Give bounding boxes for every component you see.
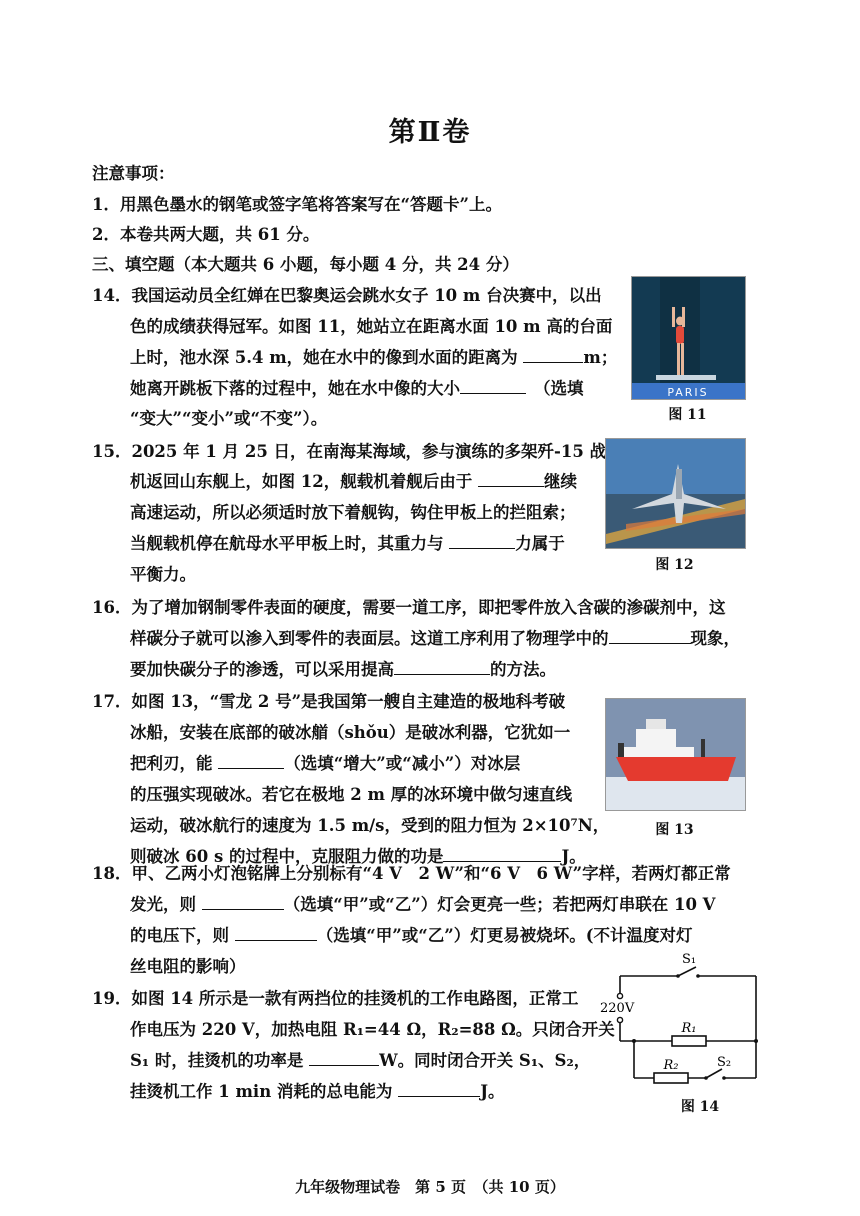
answer-blank[interactable] xyxy=(394,673,490,675)
answer-blank[interactable] xyxy=(478,485,544,487)
q17-line-1: 17．如图 13，“雪龙 2 号”是我国第一艘自主建造的极地科考破 xyxy=(92,692,566,711)
notes-heading: 注意事项： xyxy=(92,164,175,183)
q15-line-3: 高速运动，所以必须适时放下着舰钩，钩住甲板上的拦阻索； xyxy=(130,503,576,522)
answer-blank[interactable] xyxy=(202,908,284,910)
q18-line-4: 丝电阻的影响） xyxy=(130,957,246,976)
figure-12-caption: 图 12 xyxy=(655,557,694,573)
q17-line-4: 的压强实现破冰。若它在极地 2 m 厚的冰环境中做匀速直线 xyxy=(130,785,573,804)
answer-blank[interactable] xyxy=(398,1095,480,1097)
q18-line-2: 发光，则 （选填“甲”或“乙”）灯会更亮一些；若把两灯串联在 10 V xyxy=(130,895,716,914)
figure-11-diver-photo xyxy=(631,276,746,400)
q17-line-6: 则破冰 60 s 的过程中，克服阻力做的功是 J。 xyxy=(130,847,586,866)
answer-blank[interactable] xyxy=(609,642,691,644)
q17-line-5: 运动，破冰航行的速度为 1.5 m/s，受到的阻力恒为 2×10⁷N， xyxy=(130,816,610,835)
q16-line-1: 16．为了增加钢制零件表面的硬度，需要一道工序，即把零件放入含碳的渗碳剂中，这 xyxy=(92,598,726,617)
figure-13-icebreaker-photo xyxy=(605,698,746,811)
answer-blank[interactable] xyxy=(218,767,284,769)
note-1: 1．用黑色墨水的钢笔或签字笔将答案写在“答题卡”上。 xyxy=(92,195,502,214)
q15-line-4: 当舰载机停在航母水平甲板上时，其重力与 力属于 xyxy=(130,534,565,553)
label-r1: R₁ xyxy=(681,1021,697,1036)
section-heading: 三、填空题（本大题共 6 小题，每小题 4 分，共 24 分） xyxy=(92,255,519,274)
q17-line-2: 冰船，安装在底部的破冰艏（shǒu）是破冰利器，它犹如一 xyxy=(130,723,571,742)
section-title: 第Ⅱ卷 xyxy=(388,117,472,148)
figure-13-caption: 图 13 xyxy=(655,822,694,838)
q15-line-5: 平衡力。 xyxy=(130,565,196,584)
figure-14-circuit-diagram xyxy=(598,950,773,1090)
answer-blank[interactable] xyxy=(235,939,317,941)
figure-12-jet-photo xyxy=(605,438,746,549)
q14-line-5: “变大”“变小”或“不变”）。 xyxy=(130,409,328,428)
q17-line-3: 把利刃，能 （选填“增大”或“减小”）对冰层 xyxy=(130,754,521,773)
q16-line-3: 要加快碳分子的渗透，可以采用提高 的方法。 xyxy=(130,660,556,679)
q19-line-3: S₁ 时，挂烫机的功率是 W。同时闭合开关 S₁、S₂， xyxy=(130,1051,591,1070)
figure-14-caption: 图 14 xyxy=(680,1099,720,1115)
q18-line-3: 的电压下，则 （选填“甲”或“乙”）灯更易被烧坏。(不计温度对灯 xyxy=(130,926,693,945)
page-footer: 九年级物理试卷 第 5 页 （共 10 页） xyxy=(295,1178,565,1196)
note-2: 2．本卷共两大题，共 61 分。 xyxy=(92,225,320,244)
q19-line-4: 挂烫机工作 1 min 消耗的总电能为 J。 xyxy=(130,1082,505,1101)
label-s1: S₁ xyxy=(681,952,697,967)
q19-line-1: 19．如图 14 所示是一款有两挡位的挂烫机的工作电路图，正常工 xyxy=(92,989,579,1008)
figure-11-caption: 图 11 xyxy=(668,407,707,423)
answer-blank[interactable] xyxy=(449,547,515,549)
q14-line-4: 她离开跳板下落的过程中，她在水中像的大小 （选填 xyxy=(130,379,584,398)
q18-line-1: 18．甲、乙两小灯泡铭牌上分别标有“4 V 2 W”和“6 V 6 W”字样，若两灯都正常 xyxy=(92,864,731,883)
q15-line-1: 15．2025 年 1 月 25 日，在南海某海域，参与演练的多架歼-15 战 xyxy=(92,442,607,461)
answer-blank[interactable] xyxy=(523,361,583,363)
answer-blank[interactable] xyxy=(460,392,526,394)
q19-line-2: 作电压为 220 V，加热电阻 R₁=44 Ω，R₂=88 Ω。只闭合开关 xyxy=(130,1020,615,1039)
label-r2: R₂ xyxy=(663,1058,679,1073)
q14-line-3: 上时，池水深 5.4 m，她在水中的像到水面的距离为 m； xyxy=(130,348,618,367)
q16-line-2: 样碳分子就可以渗入到零件的表面层。这道工序利用了物理学中的 现象， xyxy=(130,629,740,648)
paris-logo: PARIS xyxy=(667,386,709,399)
label-s2: S₂ xyxy=(716,1055,732,1070)
q14-line-2: 色的成绩获得冠军。如图 11，她站立在距离水面 10 m 高的台面 xyxy=(130,317,613,336)
answer-blank[interactable] xyxy=(309,1064,379,1066)
label-voltage: 220V xyxy=(600,1001,635,1016)
q15-line-2: 机返回山东舰上，如图 12，舰载机着舰后由于 继续 xyxy=(130,472,577,491)
q14-line-1: 14．我国运动员全红婵在巴黎奥运会跳水女子 10 m 台决赛中，以出 xyxy=(92,286,602,305)
